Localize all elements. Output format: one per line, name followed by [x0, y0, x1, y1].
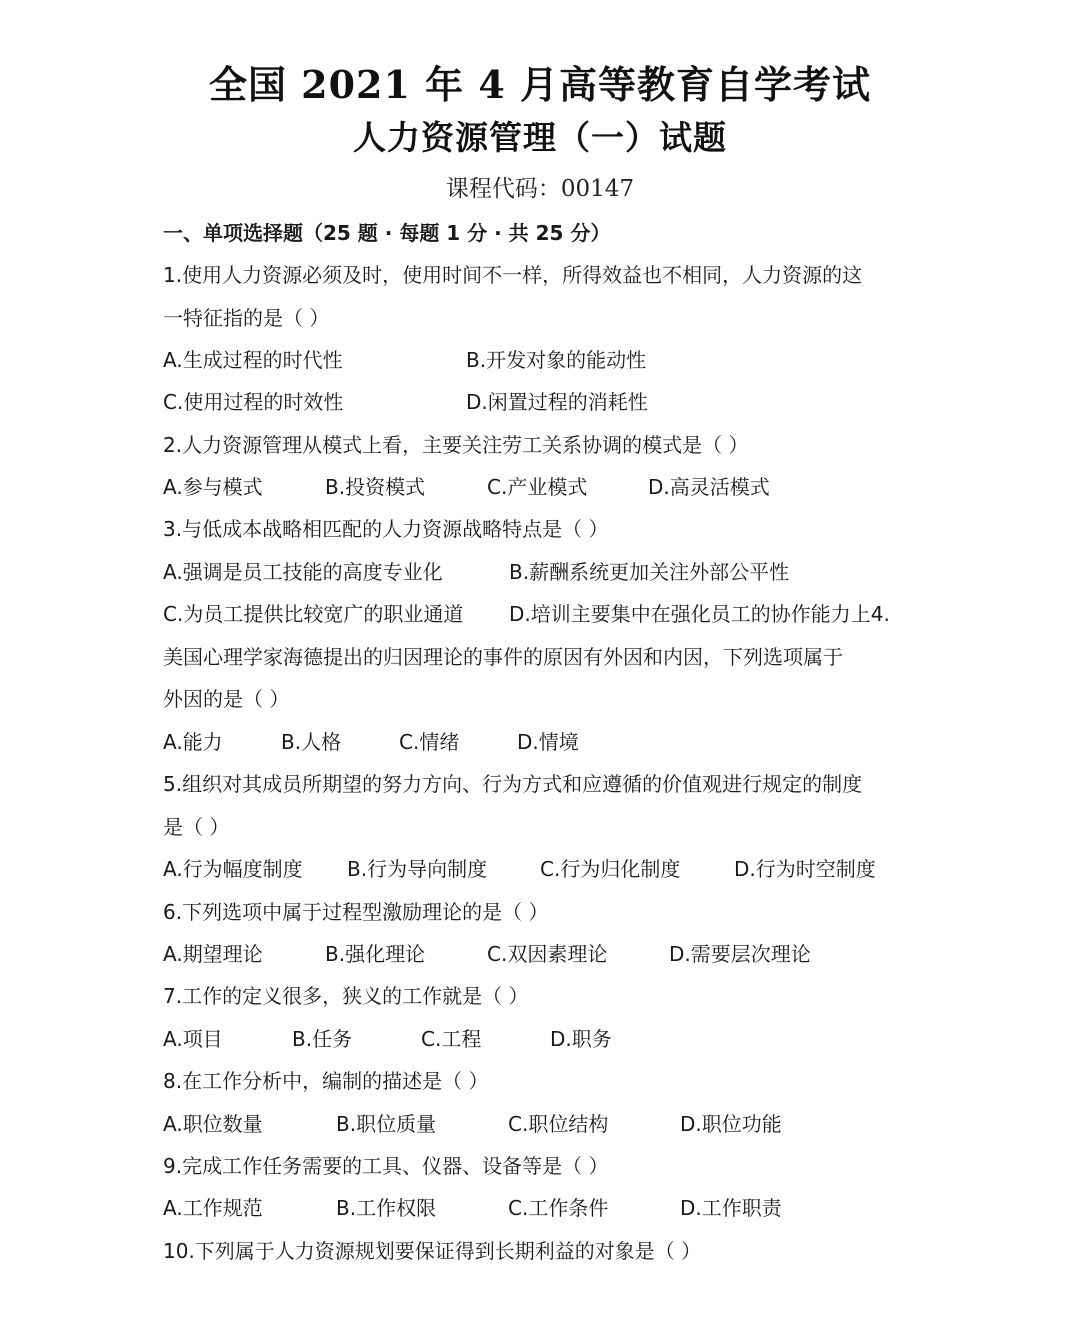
question-7-option-b: B.任务 [292, 1027, 353, 1051]
question-9-option-b: B.工作权限 [336, 1196, 437, 1220]
question-9-option-a: A.工作规范 [163, 1196, 263, 1220]
question-4-line-1: 美国心理学家海德提出的归因理论的事件的原因有外因和内因，下列选项属于 [163, 645, 843, 669]
question-1-line-1: 1.使用人力资源必须及时，使用时间不一样，所得效益也不相同，人力资源的这 [163, 263, 863, 287]
question-6-option-d: D.需要层次理论 [669, 942, 811, 966]
question-7-option-d: D.职务 [550, 1027, 612, 1051]
question-4-line-2: 外因的是（ ） [163, 687, 290, 711]
question-6-option-c: C.双因素理论 [487, 942, 608, 966]
question-8-option-d: D.职位功能 [680, 1112, 782, 1136]
question-3-option-a: A.强调是员工技能的高度专业化 [163, 560, 443, 584]
question-4-option-c: C.情绪 [399, 730, 460, 754]
question-6-option-b: B.强化理论 [325, 942, 426, 966]
question-1-option-b: B.开发对象的能动性 [466, 348, 647, 372]
question-1-option-d: D.闲置过程的消耗性 [466, 390, 648, 414]
question-2-option-c: C.产业模式 [487, 475, 588, 499]
question-8-option-a: A.职位数量 [163, 1112, 263, 1136]
question-5-option-b: B.行为导向制度 [347, 857, 488, 881]
question-2-option-d: D.高灵活模式 [648, 475, 770, 499]
question-1-option-c: C.使用过程的时效性 [163, 390, 344, 414]
question-3-option-d: D.培训主要集中在强化员工的协作能力上4. [509, 602, 890, 626]
question-3-line-1: 3.与低成本战略相匹配的人力资源战略特点是（ ） [163, 517, 609, 541]
course-code: 课程代码：00147 [445, 176, 635, 202]
question-3-option-c: C.为员工提供比较宽广的职业通道 [163, 602, 464, 626]
question-2-option-b: B.投资模式 [325, 475, 426, 499]
question-2-option-a: A.参与模式 [163, 475, 263, 499]
question-1-line-2: 一特征指的是（ ） [163, 306, 330, 330]
question-9-option-d: D.工作职责 [680, 1196, 782, 1220]
question-8-line-1: 8.在工作分析中，编制的描述是（ ） [163, 1069, 489, 1093]
question-5-line-2: 是（ ） [163, 815, 230, 839]
question-2-line-1: 2.人力资源管理从模式上看，主要关注劳工关系协调的模式是（ ） [163, 433, 749, 457]
question-8-option-c: C.职位结构 [508, 1112, 609, 1136]
question-5-option-d: D.行为时空制度 [734, 857, 876, 881]
question-4-option-d: D.情境 [517, 730, 579, 754]
question-5-line-1: 5.组织对其成员所期望的努力方向、行为方式和应遵循的价值观进行规定的制度 [163, 772, 863, 796]
question-6-option-a: A.期望理论 [163, 942, 263, 966]
question-9-option-c: C.工作条件 [508, 1196, 609, 1220]
question-1-option-a: A.生成过程的时代性 [163, 348, 343, 372]
question-7-line-1: 7.工作的定义很多，狭义的工作就是（ ） [163, 984, 529, 1008]
exam-title: 全国 2021 年 4 月高等教育自学考试 [208, 62, 872, 107]
question-8-option-b: B.职位质量 [336, 1112, 437, 1136]
question-5-option-c: C.行为归化制度 [540, 857, 681, 881]
question-6-line-1: 6.下列选项中属于过程型激励理论的是（ ） [163, 900, 549, 924]
question-3-option-b: B.薪酬系统更加关注外部公平性 [509, 560, 790, 584]
question-7-option-a: A.项目 [163, 1027, 223, 1051]
exam-subtitle: 人力资源管理（一）试题 [353, 118, 727, 157]
section-heading: 一、单项选择题（25 题 · 每题 1 分 · 共 25 分） [163, 221, 611, 245]
question-10-line-1: 10.下列属于人力资源规划要保证得到长期利益的对象是（ ） [163, 1239, 702, 1263]
question-4-option-a: A.能力 [163, 730, 223, 754]
question-5-option-a: A.行为幅度制度 [163, 857, 303, 881]
question-9-line-1: 9.完成工作任务需要的工具、仪器、设备等是（ ） [163, 1154, 609, 1178]
question-4-option-b: B.人格 [281, 730, 342, 754]
question-7-option-c: C.工程 [421, 1027, 482, 1051]
